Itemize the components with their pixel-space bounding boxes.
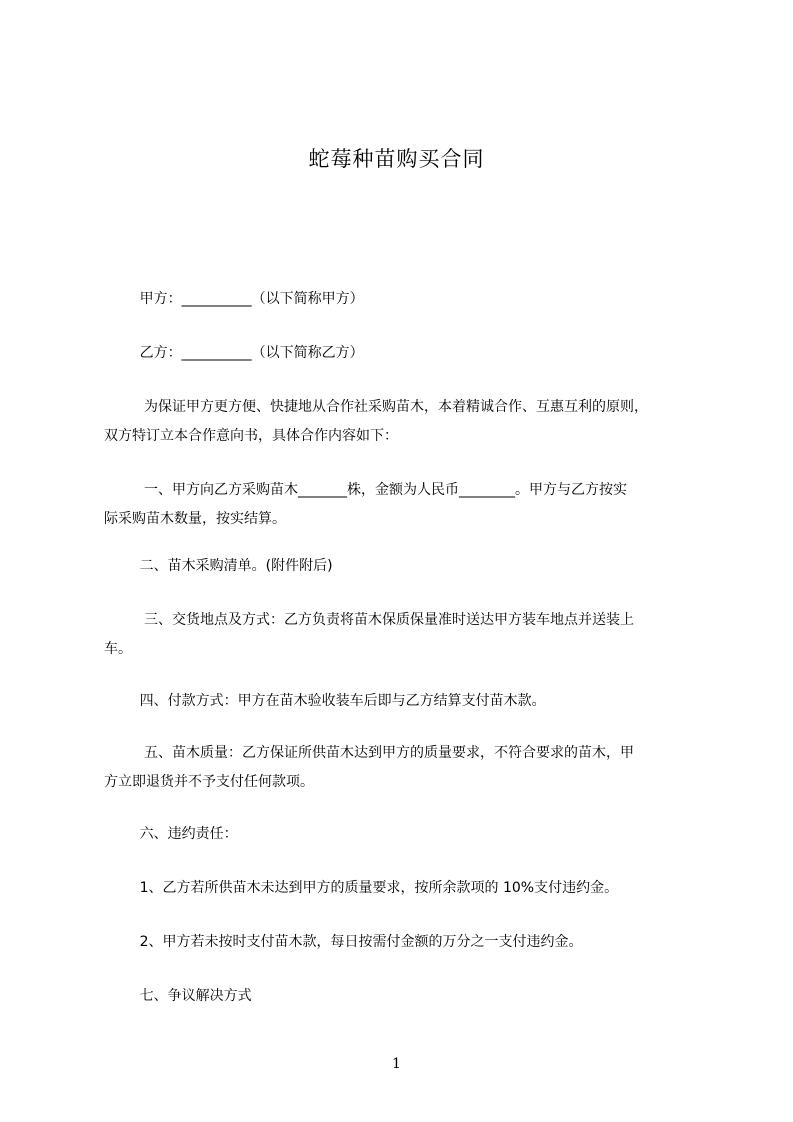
- party-b-line: 乙方：__________（以下简称乙方）: [104, 345, 364, 361]
- clause-1-line-1: 一、甲方向乙方采购苗木_______株，金额为人民币________。甲方与乙方按实: [104, 482, 628, 498]
- clause-6-item-2: 2、甲方若未按时支付苗木款，每日按需付金额的万分之一支付违约金。: [104, 934, 583, 950]
- party-a-line: 甲方：__________（以下简称甲方）: [104, 291, 364, 307]
- clause-4: 四、付款方式：甲方在苗木验收装车后即与乙方结算支付苗木款。: [104, 693, 546, 709]
- intro-paragraph-line-1: 为保证甲方更方便、快捷地从合作社采购苗木，本着精诚合作、互惠互利的原则，: [104, 399, 649, 415]
- clause-5-line-2: 方立即退货并不予支付任何款项。: [104, 774, 314, 790]
- clause-5-line-1: 五、苗木质量：乙方保证所供苗木达到甲方的质量要求，不符合要求的苗木，甲: [104, 745, 635, 761]
- clause-2: 二、苗木采购清单。(附件附后): [104, 558, 333, 574]
- clause-6-item-1: 1、乙方若所供苗木未达到甲方的质量要求，按所余款项的 10%支付违约金。: [104, 880, 619, 896]
- clause-6-heading: 六、违约责任：: [104, 826, 238, 842]
- clause-3-line-1: 三、交货地点及方式：乙方负责将苗木保质保量准时送达甲方装车地点并送装上: [104, 612, 635, 628]
- clause-7-heading: 七、争议解决方式: [104, 988, 252, 1004]
- document-title: 蛇莓种苗购买合同: [308, 147, 485, 171]
- clause-3-line-2: 车。: [104, 641, 132, 657]
- page-number: 1: [392, 1056, 401, 1072]
- intro-paragraph-line-2: 双方特订立本合作意向书，具体合作内容如下：: [104, 428, 398, 444]
- clause-1-line-2: 际采购苗木数量，按实结算。: [104, 511, 286, 527]
